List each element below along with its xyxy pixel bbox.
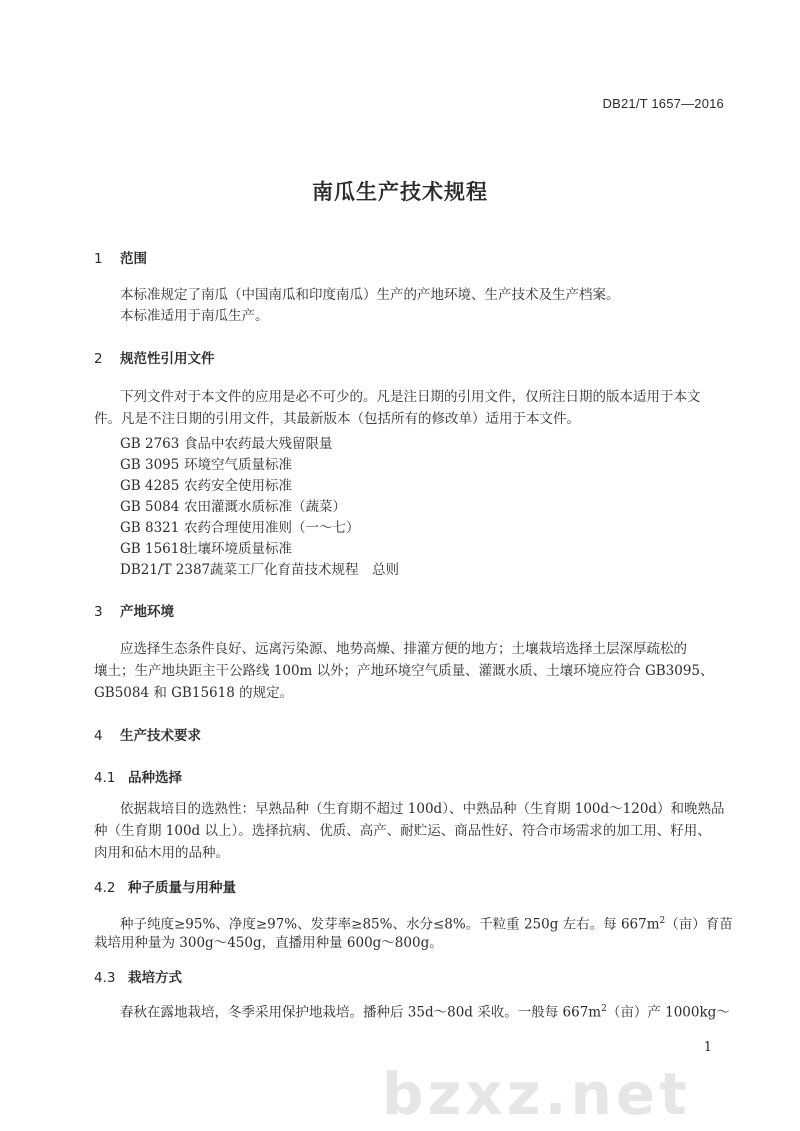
section-title: 品种选择	[128, 770, 182, 786]
section-number: 2	[94, 351, 103, 367]
superscript: 2	[659, 916, 666, 926]
paragraph-line: GB5084 和 GB15618 的规定。	[94, 685, 294, 701]
section-title: 种子质量与用种量	[128, 880, 236, 896]
reference-title: 农药安全使用标准	[184, 478, 292, 494]
reference-code: DB21/T 2387	[120, 562, 211, 578]
subsection-heading-4-2	[94, 876, 236, 896]
paragraph-line: 种（生育期 100d 以上）。选择抗病、优质、高产、耐贮运、商品性好、符合市场需求的加工用、籽用、	[94, 823, 711, 839]
reference-item	[120, 453, 292, 473]
reference-item	[120, 537, 292, 557]
reference-item	[120, 495, 346, 515]
reference-title: 农药合理使用准则（一～七）	[184, 520, 360, 536]
watermark-logo: bzxz.net	[382, 1060, 691, 1128]
section-number: 4.3	[94, 970, 116, 986]
paragraph-line: 本标准适用于南瓜生产。	[120, 308, 269, 324]
section-heading-2	[94, 347, 215, 367]
reference-item	[120, 516, 360, 536]
paragraph-line	[120, 998, 730, 1024]
section-heading-1	[94, 247, 147, 267]
paragraph-line: 件。凡是不注日期的引用文件，其最新版本（包括所有的修改单）适用于本文件。	[94, 411, 580, 427]
superscript: 2	[601, 1004, 607, 1014]
section-heading-4	[94, 724, 201, 744]
page-number: 1	[703, 1040, 712, 1055]
text-run: 春秋在露地栽培，冬季采用保护地栽培。播种后 35d～80d 采收。一般每 667m	[120, 1004, 602, 1021]
paragraph-line: 肉用和砧木用的品种。	[94, 845, 229, 861]
reference-item	[120, 474, 292, 494]
document-number: DB21/T 1657—2016	[602, 96, 724, 111]
reference-code: GB 5084	[120, 499, 180, 515]
reference-code: GB 4285	[120, 478, 180, 494]
section-title: 规范性引用文件	[120, 351, 215, 367]
section-number: 4.1	[94, 770, 116, 786]
paragraph-line: 栽培用种量为 300g～450g，直播用种量 600g～800g。	[94, 935, 443, 951]
paragraph-line: 依据栽培目的选熟性：早熟品种（生育期不超过 100d）、中熟品种（生育期 100d～120d）和晚熟品	[120, 801, 725, 817]
reference-title: 环境空气质量标准	[184, 457, 292, 473]
subsection-heading-4-3	[94, 966, 182, 986]
reference-item	[120, 432, 333, 452]
reference-code: GB 8321	[120, 520, 180, 536]
text-run: （亩）产 1000kg～	[606, 1004, 730, 1021]
reference-item	[120, 558, 399, 578]
reference-title: 食品中农药最大残留限量	[184, 436, 333, 452]
section-title: 生产技术要求	[120, 728, 201, 744]
section-number: 4.2	[94, 880, 116, 896]
reference-code: GB 15618	[120, 541, 188, 557]
paragraph-line: 壤土；生产地块距主干公路线 100m 以外；产地环境空气质量、灌溉水质、土壤环境应符合 GB3095、	[94, 663, 714, 679]
paragraph-line: 本标准规定了南瓜（中国南瓜和印度南瓜）生产的产地环境、生产技术及生产档案。	[120, 287, 620, 303]
section-title: 产地环境	[120, 604, 174, 620]
section-title: 范围	[120, 251, 147, 267]
section-number: 4	[94, 728, 103, 744]
section-number: 3	[94, 604, 103, 620]
section-number: 1	[94, 251, 103, 267]
subsection-heading-4-1	[94, 766, 182, 786]
text-run: 种子纯度≥95%、净度≥97%、发芽率≥85%、水分≤8%。千粒重 250g 左右。每 667m	[120, 916, 660, 933]
reference-title: 农田灌溉水质标准（蔬菜）	[184, 499, 346, 515]
reference-code: GB 3095	[120, 457, 180, 473]
paragraph-line: 应选择生态条件良好、远离污染源、地势高燥、排灌方便的地方；土壤栽培选择土层深厚疏松的	[120, 641, 687, 657]
paragraph-line: 下列文件对于本文件的应用是必不可少的。凡是注日期的引用文件，仅所注日期的版本适用于本文	[120, 389, 701, 405]
page-title: 南瓜生产技术规程	[312, 180, 488, 204]
section-heading-3	[94, 600, 174, 620]
reference-code: GB 2763	[120, 436, 180, 452]
reference-title: 蔬菜工厂化育苗技术规程 总则	[210, 562, 399, 578]
section-title: 栽培方式	[128, 970, 182, 986]
text-run: （亩）育苗	[665, 916, 733, 933]
reference-title: 土壤环境质量标准	[184, 541, 292, 557]
